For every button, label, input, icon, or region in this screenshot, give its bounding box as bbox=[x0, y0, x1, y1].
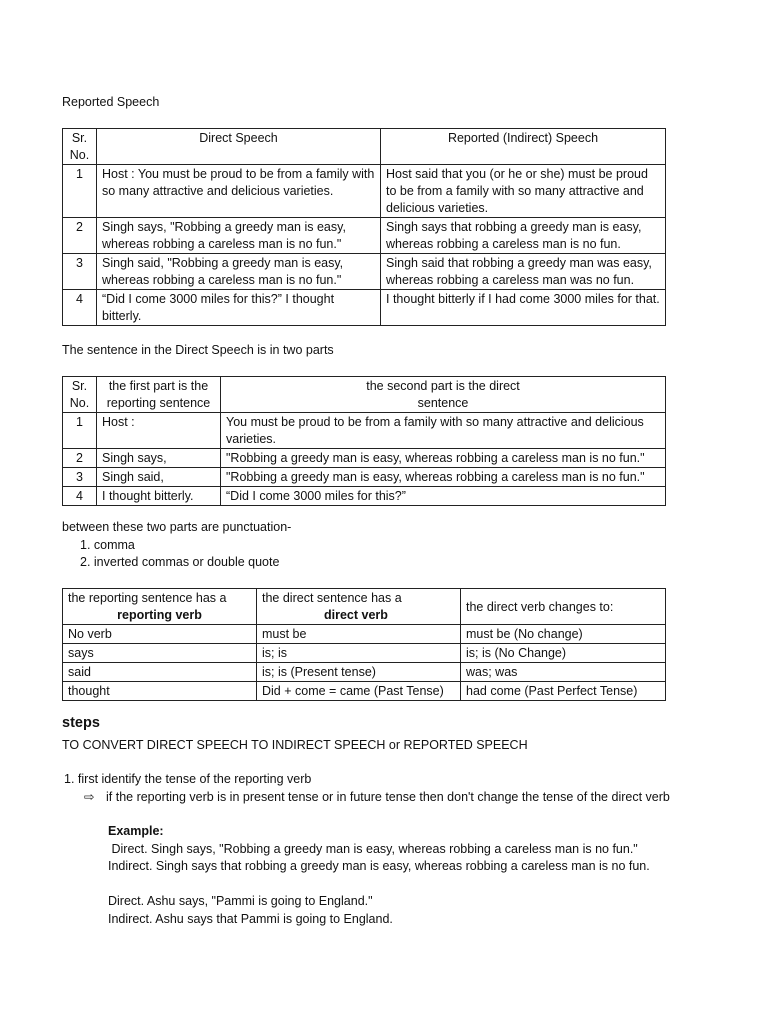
direct-sentence-cell: "Robbing a greedy man is easy, whereas robbing a careless man is no fun." bbox=[221, 449, 666, 468]
table-header-row bbox=[63, 129, 666, 165]
example-direct-2: Direct. Ashu says, "Pammi is going to England." bbox=[108, 894, 373, 908]
table-row bbox=[63, 413, 666, 449]
row-number: 3 bbox=[63, 468, 97, 487]
changed-verb-cell: must be (No change) bbox=[461, 625, 666, 644]
table-row bbox=[63, 468, 666, 487]
header-text: the direct sentence has a bbox=[262, 591, 402, 605]
direct-sentence-cell: You must be proud to be from a family with so many attractive and delicious varieties. bbox=[221, 413, 666, 449]
row-number: 2 bbox=[63, 449, 97, 468]
changed-verb-cell: had come (Past Perfect Tense) bbox=[461, 682, 666, 701]
header-verb-changes: the direct verb changes to: bbox=[461, 589, 666, 625]
table-row bbox=[63, 682, 666, 701]
table-row bbox=[63, 487, 666, 506]
reported-speech-cell: Singh said that robbing a greedy man was easy, whereas robbing a careless man was no fun. bbox=[381, 254, 666, 290]
row-number: 3 bbox=[63, 254, 97, 290]
list-item bbox=[80, 537, 279, 554]
direct-speech-cell: “Did I come 3000 miles for this?” I thought bitterly. bbox=[97, 290, 381, 326]
example-indirect-1: Indirect. Singh says that robbing a greedy man is easy, whereas robbing a careless man is no fun. bbox=[108, 859, 650, 873]
reporting-sentence-cell: Host : bbox=[97, 413, 221, 449]
changed-verb-cell: was; was bbox=[461, 663, 666, 682]
step-item bbox=[64, 771, 311, 788]
direct-sentence-cell: “Did I come 3000 miles for this?” bbox=[221, 487, 666, 506]
reporting-verb-cell: says bbox=[63, 644, 257, 663]
example-indirect-2: Indirect. Ashu says that Pammi is going to England. bbox=[108, 912, 393, 926]
direct-speech-cell: Host : You must be proud to be from a family with so many attractive and delicious varieties. bbox=[97, 165, 381, 218]
reported-speech-cell: Host said that you (or he or she) must be proud to be from a family with so many attractive and delicious varieties. bbox=[381, 165, 666, 218]
table-header-row bbox=[63, 377, 666, 413]
verb-change-table bbox=[62, 588, 666, 701]
direct-sentence-cell: "Robbing a greedy man is easy, whereas robbing a careless man is no fun." bbox=[221, 468, 666, 487]
reporting-sentence-cell: I thought bitterly. bbox=[97, 487, 221, 506]
reporting-sentence-cell: Singh says, bbox=[97, 449, 221, 468]
step-text: first identify the tense of the reporting verb bbox=[77, 772, 312, 786]
header-direct-verb bbox=[257, 589, 461, 625]
reporting-sentence-cell: Singh said, bbox=[97, 468, 221, 487]
table-row bbox=[63, 254, 666, 290]
row-number: 4 bbox=[63, 487, 97, 506]
arrow-icon: ⇨ bbox=[84, 790, 95, 804]
reported-speech-cell: Singh says that robbing a greedy man is easy, whereas robbing a careless man is no fun. bbox=[381, 218, 666, 254]
two-parts-paragraph: The sentence in the Direct Speech is in two parts bbox=[62, 343, 334, 357]
punctuation-paragraph: between these two parts are punctuation- bbox=[62, 520, 292, 534]
header-text-bold: reporting verb bbox=[117, 608, 202, 622]
header-text-bold: direct verb bbox=[324, 608, 388, 622]
list-number: 1. bbox=[80, 538, 94, 552]
table-header-row bbox=[63, 589, 666, 625]
header-direct-speech: Direct Speech bbox=[97, 129, 381, 165]
list-number: 2. bbox=[80, 555, 94, 569]
row-number: 1 bbox=[63, 165, 97, 218]
header-reported-speech: Reported (Indirect) Speech bbox=[381, 129, 666, 165]
row-number: 2 bbox=[63, 218, 97, 254]
reported-speech-table bbox=[62, 128, 666, 326]
steps-subheading: TO CONVERT DIRECT SPEECH TO INDIRECT SPEECH or REPORTED SPEECH bbox=[62, 738, 528, 752]
header-reporting-verb bbox=[63, 589, 257, 625]
example-label: Example: bbox=[108, 824, 164, 838]
list-item-text: inverted commas or double quote bbox=[93, 555, 280, 569]
table-row bbox=[63, 290, 666, 326]
row-number: 4 bbox=[63, 290, 97, 326]
table-row bbox=[63, 218, 666, 254]
table-row bbox=[63, 165, 666, 218]
example-direct-1: Direct. Singh says, "Robbing a greedy man is easy, whereas robbing a careless man is no fun." bbox=[108, 842, 638, 856]
reporting-verb-cell: said bbox=[63, 663, 257, 682]
table-row bbox=[63, 663, 666, 682]
header-sr-no: Sr. No. bbox=[63, 129, 97, 165]
header-text: the reporting sentence has a bbox=[68, 591, 227, 605]
reporting-verb-cell: thought bbox=[63, 682, 257, 701]
row-number: 1 bbox=[63, 413, 97, 449]
direct-verb-cell: is; is bbox=[257, 644, 461, 663]
header-sr-no: Sr. No. bbox=[63, 377, 97, 413]
reported-speech-cell: I thought bitterly if I had come 3000 miles for that. bbox=[381, 290, 666, 326]
table-row bbox=[63, 625, 666, 644]
page-title: Reported Speech bbox=[62, 95, 160, 109]
list-item bbox=[80, 554, 279, 571]
direct-speech-cell: Singh says, "Robbing a greedy man is easy, whereas robbing a careless man is no fun." bbox=[97, 218, 381, 254]
steps-heading: steps bbox=[62, 715, 100, 731]
direct-verb-cell: is; is (Present tense) bbox=[257, 663, 461, 682]
table-row bbox=[63, 449, 666, 468]
list-item-text: comma bbox=[93, 538, 135, 552]
reporting-verb-cell: No verb bbox=[63, 625, 257, 644]
table-row bbox=[63, 644, 666, 663]
punctuation-list bbox=[80, 537, 279, 571]
direct-verb-cell: Did + come = came (Past Tense) bbox=[257, 682, 461, 701]
rule-text: if the reporting verb is in present tense or in future tense then don't change the tense of the direct verb bbox=[106, 790, 670, 804]
header-first-part: the first part is the reporting sentence bbox=[97, 377, 221, 413]
list-number: 1. bbox=[64, 772, 78, 786]
changed-verb-cell: is; is (No Change) bbox=[461, 644, 666, 663]
step-rule bbox=[84, 789, 670, 806]
header-second-part: the second part is the direct sentence bbox=[221, 377, 666, 413]
direct-speech-cell: Singh said, "Robbing a greedy man is easy, whereas robbing a careless man is no fun." bbox=[97, 254, 381, 290]
direct-verb-cell: must be bbox=[257, 625, 461, 644]
sentence-parts-table bbox=[62, 376, 666, 506]
